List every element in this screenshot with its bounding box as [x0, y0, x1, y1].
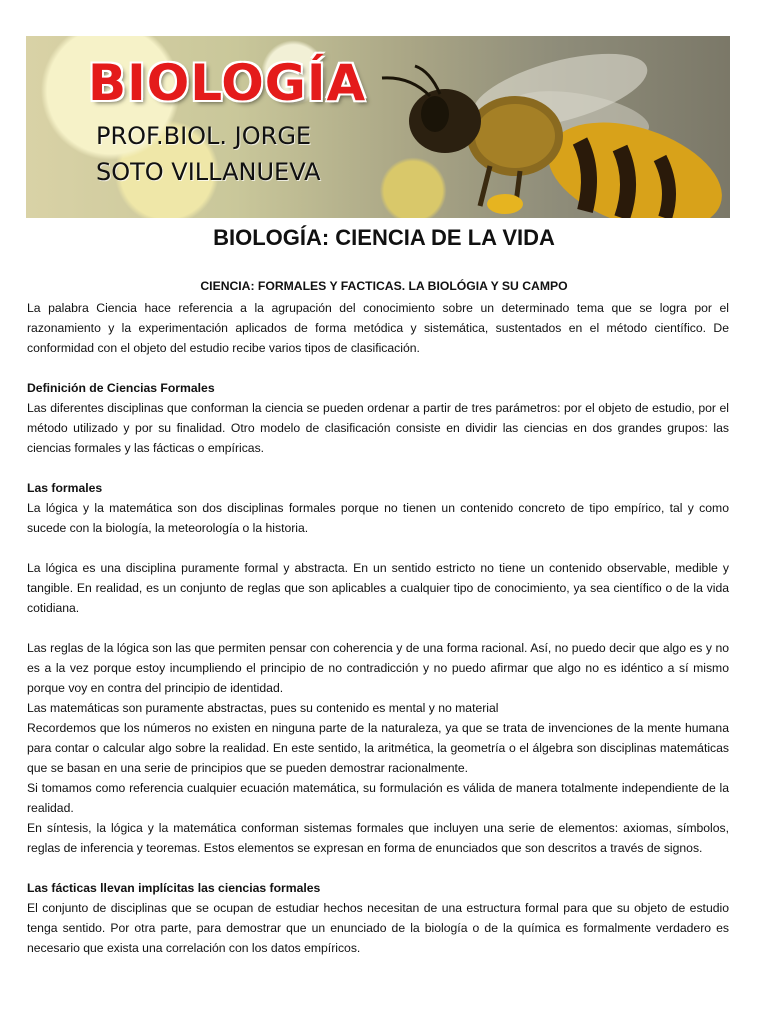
header-banner	[26, 36, 730, 218]
intro-paragraph: La palabra Ciencia hace referencia a la agrupación del conocimiento sobre un determinado tema que se logra por el razonamiento y la experimentación aplicados de forma metódica y sistemática, sustentados en el método científico. De conformidad con el objeto del estudio recibe varios tipos de clasificación.	[27, 301, 729, 355]
document-body	[27, 298, 729, 958]
paragraph: La lógica es una disciplina puramente formal y abstracta. En un sentido estricto no tiene un contenido observable, medible y tangible. En realidad, es un conjunto de reglas que son aplicables a cualquier tipo de conocimiento, ya sea científico o de la vida cotidiana.	[27, 561, 729, 615]
paragraph: El conjunto de disciplinas que se ocupan de estudiar hechos necesitan de una estructura formal para que su objeto de estudio tenga sentido. Por otra parte, para demostrar que un enunciado de la biología o de la química es formalmente verdadero es necesario que exista una correlación con los datos empíricos.	[27, 901, 729, 955]
paragraph: Recordemos que los números no existen en ninguna parte de la naturaleza, ya que se trata de invenciones de la mente humana para contar o calcular algo sobre la realidad. En este sentido, la aritmética, la geometría o el álgebra son disciplinas matemáticas que se basan en una serie de principios que se pueden demostrar racionalmente.	[27, 721, 729, 775]
paragraph: Las matemáticas son puramente abstractas, pues su contenido es mental y no material	[27, 701, 499, 715]
paragraph: Las reglas de la lógica son las que permiten pensar con coherencia y de una forma racional. Así, no puedo decir que algo es y no es a la vez porque estoy incumpliendo el principio de no contradicción y no puedo afirmar que algo no es idéntico a sí mismo porque voy en contra del principio de identidad.	[27, 641, 729, 695]
bee-image	[330, 36, 730, 218]
banner-author-line-2: SOTO VILLANUEVA	[96, 158, 321, 186]
paragraph: Las diferentes disciplinas que conforman la ciencia se pueden ordenar a partir de tres parámetros: por el objeto de estudio, por el método utilizado y por su finalidad. Otro modelo de clasificación consiste en dividir las ciencias en dos grandes grupos: las ciencias formales y las fácticas o empíricas.	[27, 401, 729, 455]
paragraph: En síntesis, la lógica y la matemática conforman sistemas formales que incluyen una serie de elementos: axiomas, símbolos, reglas de inferencia y teoremas. Estos elementos se expresan en forma de enunciados que son descritos a través de signos.	[27, 821, 729, 855]
paragraph: Si tomamos como referencia cualquier ecuación matemática, su formulación es válida de manera totalmente independiente de la realidad.	[27, 781, 729, 815]
heading-las-facticas: Las fácticas llevan implícitas las ciencias formales	[27, 881, 321, 895]
banner-title: BIOLOGÍA	[88, 54, 367, 112]
heading-las-formales: Las formales	[27, 481, 103, 495]
section-subtitle: CIENCIA: FORMALES Y FACTICAS. LA BIOLÓGIA Y SU CAMPO	[200, 279, 568, 293]
banner-author-line-1: PROF.BIOL. JORGE	[96, 122, 312, 150]
page-title: BIOLOGÍA: CIENCIA DE LA VIDA	[213, 225, 555, 250]
heading-ciencias-formales: Definición de Ciencias Formales	[27, 381, 215, 395]
paragraph: La lógica y la matemática son dos disciplinas formales porque no tienen un contenido concreto de tipo empírico, tal y como sucede con la biología, la meteorología o la historia.	[27, 501, 729, 535]
